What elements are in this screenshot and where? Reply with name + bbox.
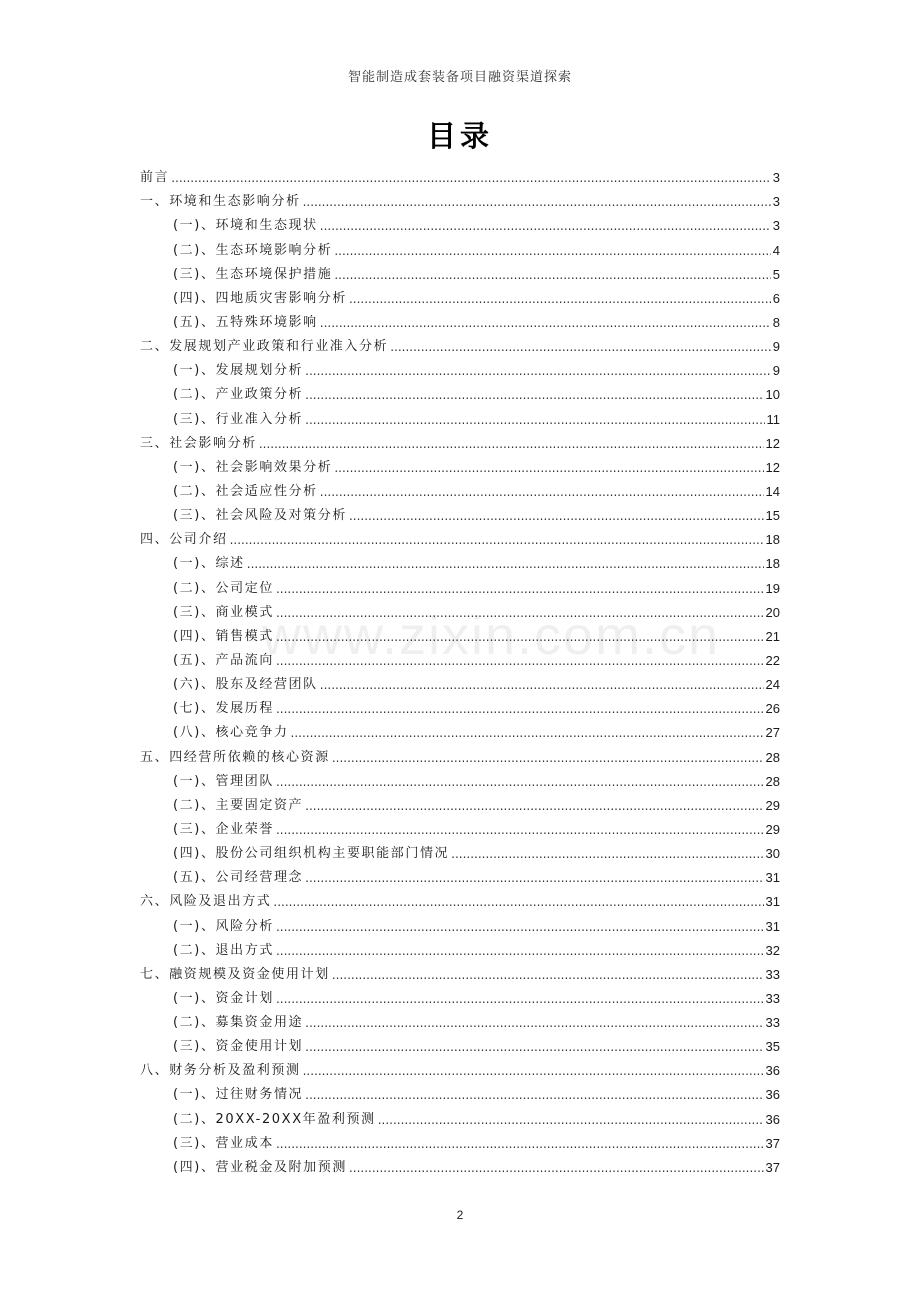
toc-entry-label: (二)、社会适应性分析	[173, 483, 318, 499]
toc-entry[interactable]	[140, 596, 780, 620]
toc-entry[interactable]	[140, 161, 780, 185]
toc-entry[interactable]	[140, 354, 780, 378]
toc-entry[interactable]	[140, 692, 780, 716]
toc-entry[interactable]	[140, 523, 780, 547]
toc-entry[interactable]	[140, 668, 780, 692]
toc-leader-dots	[378, 1113, 764, 1127]
toc-leader-dots	[303, 1064, 764, 1078]
toc-entry-label: 六、风险及退出方式	[140, 894, 272, 910]
toc-entry-page: 36	[765, 1063, 780, 1079]
toc-entry-page: 10	[765, 387, 780, 403]
toc-leader-dots	[332, 968, 764, 982]
toc-leader-dots	[276, 944, 764, 958]
toc-entry-page: 37	[765, 1135, 780, 1151]
toc-entry-page: 28	[765, 749, 780, 765]
toc-entry[interactable]	[140, 909, 780, 933]
toc-entry[interactable]	[140, 499, 780, 523]
toc-entry-page: 36	[765, 1087, 780, 1103]
table-of-contents	[140, 161, 780, 1175]
toc-entry[interactable]	[140, 402, 780, 426]
toc-entry-label: (二)、退出方式	[173, 942, 274, 958]
toc-entry[interactable]	[140, 282, 780, 306]
toc-leader-dots	[305, 364, 771, 378]
toc-entry[interactable]	[140, 185, 780, 209]
toc-entry-page: 31	[765, 918, 780, 934]
toc-entry[interactable]	[140, 427, 780, 451]
toc-entry-page: 9	[772, 363, 780, 379]
toc-entry-page: 19	[765, 580, 780, 596]
toc-entry-page: 3	[772, 194, 780, 210]
toc-entry-label: 三、社会影响分析	[140, 435, 257, 451]
toc-entry[interactable]	[140, 1102, 780, 1126]
toc-entry-page: 5	[772, 266, 780, 282]
toc-entry-label: (四)、四地质灾害影响分析	[173, 290, 347, 306]
toc-entry[interactable]	[140, 716, 780, 740]
toc-entry-page: 20	[765, 604, 780, 620]
toc-entry-page: 26	[765, 701, 780, 717]
toc-entry[interactable]	[140, 644, 780, 668]
toc-leader-dots	[305, 871, 763, 885]
toc-entry[interactable]	[140, 209, 780, 233]
toc-entry[interactable]	[140, 1127, 780, 1151]
toc-leader-dots	[230, 533, 764, 547]
toc-entry[interactable]	[140, 982, 780, 1006]
toc-entry-label: (一)、综述	[173, 556, 245, 572]
toc-leader-dots	[276, 775, 764, 789]
toc-entry-label: 二、发展规划产业政策和行业准入分析	[140, 339, 389, 355]
toc-leader-dots	[305, 1088, 763, 1102]
toc-leader-dots	[320, 678, 764, 692]
toc-leader-dots	[303, 195, 771, 209]
toc-entry-page: 27	[765, 725, 780, 741]
toc-entry-label: (一)、社会影响效果分析	[173, 459, 333, 475]
toc-leader-dots	[334, 268, 770, 282]
toc-entry[interactable]	[140, 620, 780, 644]
toc-leader-dots	[320, 485, 764, 499]
toc-entry[interactable]	[140, 789, 780, 813]
toc-leader-dots	[305, 1040, 763, 1054]
toc-entry-label: (三)、行业准入分析	[173, 411, 304, 427]
toc-entry-label: (三)、资金使用计划	[173, 1039, 304, 1055]
toc-entry[interactable]	[140, 1054, 780, 1078]
toc-entry-label: (五)、五特殊环境影响	[173, 314, 318, 330]
toc-entry-page: 21	[765, 628, 780, 644]
toc-entry-page: 36	[765, 1111, 780, 1127]
toc-entry-page: 3	[772, 170, 780, 186]
toc-entry-label: (三)、社会风险及对策分析	[173, 508, 347, 524]
toc-entry-page: 3	[772, 218, 780, 234]
toc-entry-page: 14	[765, 483, 780, 499]
toc-entry-page: 33	[765, 990, 780, 1006]
toc-entry[interactable]	[140, 1006, 780, 1030]
toc-entry-page: 30	[765, 846, 780, 862]
toc-entry[interactable]	[140, 813, 780, 837]
toc-leader-dots	[276, 992, 764, 1006]
toc-entry[interactable]	[140, 1030, 780, 1054]
toc-entry-page: 9	[772, 339, 780, 355]
toc-leader-dots	[247, 557, 764, 571]
toc-leader-dots	[451, 847, 763, 861]
toc-leader-dots	[276, 1137, 764, 1151]
page-header: 智能制造成套装备项目融资渠道探索	[347, 70, 572, 85]
toc-entry-label: (三)、生态环境保护措施	[173, 266, 333, 282]
toc-entry-label: (五)、公司经营理念	[173, 870, 304, 886]
toc-entry-page: 28	[765, 773, 780, 789]
toc-entry-label: (一)、资金计划	[173, 990, 274, 1006]
toc-entry[interactable]	[140, 934, 780, 958]
toc-entry[interactable]	[140, 861, 780, 885]
toc-entry-page: 37	[765, 1159, 780, 1175]
toc-leader-dots	[349, 1161, 764, 1175]
toc-entry-page: 18	[765, 532, 780, 548]
toc-entry-label: (五)、产品流向	[173, 652, 274, 668]
toc-entry-label: (八)、核心竞争力	[173, 725, 289, 741]
toc-leader-dots	[320, 316, 771, 330]
toc-entry[interactable]	[140, 475, 780, 499]
toc-entry-label: (二)、募集资金用途	[173, 1015, 304, 1031]
toc-entry-label: (四)、股份公司组织机构主要职能部门情况	[173, 846, 450, 862]
toc-leader-dots	[305, 799, 763, 813]
toc-entry[interactable]	[140, 958, 780, 982]
toc-entry-page: 22	[765, 652, 780, 668]
toc-leader-dots	[276, 630, 764, 644]
toc-entry[interactable]	[140, 547, 780, 571]
toc-entry[interactable]	[140, 1151, 780, 1175]
toc-leader-dots	[276, 702, 764, 716]
toc-entry-label: (四)、营业税金及附加预测	[173, 1159, 347, 1175]
toc-entry-page: 31	[765, 870, 780, 886]
toc-entry-page: 33	[765, 966, 780, 982]
toc-leader-dots	[390, 340, 771, 354]
toc-entry-label: (三)、商业模式	[173, 604, 274, 620]
toc-leader-dots	[276, 654, 764, 668]
toc-entry-label: 前言	[140, 170, 170, 186]
toc-entry-label: (二)、20XX-20XX年盈利预测	[173, 1111, 376, 1127]
toc-entry-label: (七)、发展历程	[173, 701, 274, 717]
toc-leader-dots	[320, 219, 771, 233]
toc-entry[interactable]	[140, 306, 780, 330]
toc-leader-dots	[305, 1016, 763, 1030]
toc-entry-label: 四、公司介绍	[140, 532, 228, 548]
toc-entry-page: 31	[765, 894, 780, 910]
toc-leader-dots	[276, 606, 764, 620]
toc-leader-dots	[349, 292, 771, 306]
toc-entry-label: (四)、销售模式	[173, 628, 274, 644]
toc-entry-page: 35	[765, 1039, 780, 1055]
toc-entry-page: 18	[765, 556, 780, 572]
toc-entry[interactable]	[140, 378, 780, 402]
toc-entry-page: 29	[765, 821, 780, 837]
watermark: www.zixin.com.cn	[262, 606, 721, 666]
toc-entry[interactable]	[140, 885, 780, 909]
toc-entry-label: 五、四经营所依赖的核心资源	[140, 749, 330, 765]
toc-entry[interactable]	[140, 330, 780, 354]
toc-leader-dots	[276, 582, 764, 596]
toc-entry-label: (三)、营业成本	[173, 1135, 274, 1151]
toc-leader-dots	[334, 244, 770, 258]
toc-entry-page: 12	[765, 459, 780, 475]
toc-leader-dots	[332, 751, 764, 765]
toc-leader-dots	[305, 388, 763, 402]
toc-entry-label: (一)、管理团队	[173, 773, 274, 789]
toc-entry-label: (二)、产业政策分析	[173, 387, 304, 403]
toc-entry[interactable]	[140, 837, 780, 861]
toc-entry[interactable]	[140, 1078, 780, 1102]
toc-entry-page: 15	[765, 508, 780, 524]
toc-entry[interactable]	[140, 765, 780, 789]
toc-entry-label: (一)、环境和生态现状	[173, 218, 318, 234]
toc-entry-label: (一)、过往财务情况	[173, 1087, 304, 1103]
toc-entry[interactable]	[140, 233, 780, 257]
toc-entry-page: 8	[772, 314, 780, 330]
toc-entry-page: 24	[765, 677, 780, 693]
toc-leader-dots	[349, 509, 764, 523]
toc-entry-page: 12	[765, 435, 780, 451]
toc-leader-dots	[305, 413, 764, 427]
toc-leader-dots	[276, 823, 764, 837]
toc-entry-page: 32	[765, 942, 780, 958]
toc-entry[interactable]	[140, 258, 780, 282]
toc-leader-dots	[276, 920, 764, 934]
toc-entry-label: 七、融资规模及资金使用计划	[140, 966, 330, 982]
toc-leader-dots	[273, 895, 763, 909]
toc-leader-dots	[291, 726, 764, 740]
toc-entry-label: (一)、发展规划分析	[173, 363, 304, 379]
toc-entry-page: 4	[772, 242, 780, 258]
toc-entry[interactable]	[140, 740, 780, 764]
toc-entry-label: 一、环境和生态影响分析	[140, 194, 301, 210]
toc-entry-label: (二)、生态环境影响分析	[173, 242, 333, 258]
toc-entry-label: (二)、公司定位	[173, 580, 274, 596]
toc-entry-page: 33	[765, 1015, 780, 1031]
toc-entry-label: (三)、企业荣誉	[173, 821, 274, 837]
page-number: 2	[456, 1208, 464, 1222]
toc-entry[interactable]	[140, 571, 780, 595]
toc-entry-label: (二)、主要固定资产	[173, 797, 304, 813]
toc-entry[interactable]	[140, 451, 780, 475]
toc-leader-dots	[259, 437, 764, 451]
toc-entry-label: (一)、风险分析	[173, 918, 274, 934]
toc-entry-label: (六)、股东及经营团队	[173, 677, 318, 693]
toc-entry-label: 八、财务分析及盈利预测	[140, 1063, 301, 1079]
toc-leader-dots	[171, 171, 771, 185]
toc-entry-page: 11	[766, 411, 780, 427]
toc-entry-page: 6	[772, 290, 780, 306]
toc-entry-page: 29	[765, 797, 780, 813]
toc-leader-dots	[334, 461, 763, 475]
page-title: 目录	[426, 119, 493, 153]
